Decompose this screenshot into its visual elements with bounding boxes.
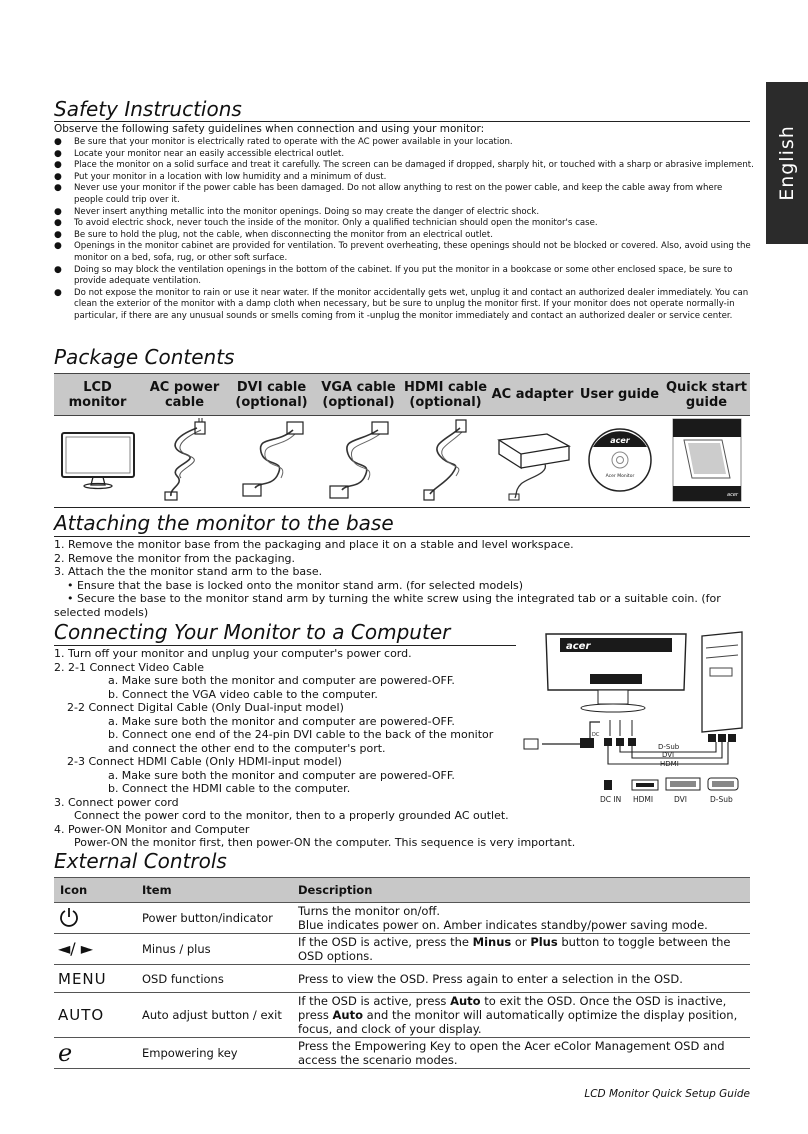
table-row — [54, 934, 750, 965]
menu-icon: MENU — [54, 965, 136, 993]
power-icon — [54, 903, 136, 934]
safety-intro: Observe the following safety guidelines when connection and using your monitor: — [54, 123, 485, 135]
package-header-quick-start: Quick start guide — [666, 379, 747, 410]
table-row — [54, 903, 750, 934]
col-description: Description — [292, 878, 750, 903]
col-item: Item — [136, 878, 292, 903]
connect-step: a. Make sure both the monitor and computer are powered-OFF. — [108, 714, 455, 728]
controls-title: External Controls — [54, 849, 227, 873]
user-guide-cd-image — [576, 414, 663, 506]
safety-title: Safety Instructions — [54, 97, 242, 121]
lcd-monitor-image — [54, 414, 141, 506]
diagram-cable-dvi: DVI — [662, 751, 675, 759]
safety-item: ● Openings in the monitor cabinet are provided for ventilation. To prevent overheating, these openings should not be blocked or covered. Also, avoid using the monitor on a bed, sofa, rug, or other soft surface. — [54, 241, 754, 264]
minus-plus-icon: ◄/ ► — [54, 934, 136, 965]
table-row — [54, 1038, 750, 1069]
package-header-lcd: LCD monitor — [68, 379, 127, 410]
auto-icon: AUTO — [54, 993, 136, 1038]
safety-item: ● Place the monitor on a solid surface and treat it carefully. The screen can be damaged if dropped, sharply hit, or touched with a sharp or abrasive implement. — [54, 160, 754, 172]
ac-adapter-image — [489, 414, 576, 506]
connection-diagram — [520, 628, 752, 810]
package-header-user-guide: User guide — [579, 387, 660, 402]
safety-list — [54, 137, 754, 323]
port-dvi-label: DVI — [674, 795, 687, 804]
safety-item: ● Put your monitor in a location with low humidity and a minimum of dust. — [54, 172, 754, 184]
package-bottom-rule — [54, 507, 750, 508]
footer-title: LCD Monitor Quick Setup Guide — [584, 1088, 750, 1100]
cd-label: Acer Monitor — [605, 474, 634, 479]
hdmi-cable-image — [402, 414, 489, 506]
svg-text:acer: acer — [726, 492, 738, 498]
attach-step: • Ensure that the base is locked onto the monitor stand arm. (for selected models) — [67, 578, 524, 592]
controls-table — [54, 877, 750, 1069]
connect-title: Connecting Your Monitor to a Computer — [54, 620, 451, 644]
item-label: Power button/indicator — [136, 903, 292, 934]
package-header-row — [54, 373, 750, 416]
attach-step: 1. Remove the monitor base from the packaging and place it on a stable and level workspace. — [54, 538, 574, 551]
connect-step: 2-3 Connect HDMI Cable (Only HDMI-input model) — [67, 755, 342, 768]
language-tab — [766, 82, 808, 244]
item-description: Press to view the OSD. Press again to enter a selection in the OSD. — [292, 965, 750, 993]
item-label: Minus / plus — [136, 934, 292, 965]
item-label: OSD functions — [136, 965, 292, 993]
diagram-dc: DC — [592, 732, 600, 738]
safety-item: ● Doing so may block the ventilation openings in the bottom of the cabinet. If you put the monitor in a bookcase or some other enclosed space, be sure to provide adequate ventilation. — [54, 265, 754, 288]
connect-step: 2. 2-1 Connect Video Cable — [54, 660, 204, 674]
package-header-hdmi: HDMI cable (optional) — [403, 379, 488, 410]
safety-item: ● Be sure that your monitor is electrically rated to operate with the AC power available in your location. — [54, 137, 754, 149]
safety-rule — [54, 121, 750, 122]
language-label: English — [776, 125, 798, 201]
item-description: If the OSD is active, press Auto to exit the OSD. Once the OSD is inactive, press Auto and the monitor will automatically optimize the display position, focus, and clock of your display. — [292, 993, 750, 1038]
table-row — [54, 993, 750, 1038]
connect-step: 2-2 Connect Digital Cable (Only Dual-input model) — [67, 701, 344, 714]
attach-step: • Secure the base to the monitor stand arm by turning the white screw using the integrated tab or a suitable coin. (for — [67, 592, 721, 605]
col-icon: Icon — [54, 878, 136, 903]
item-description: If the OSD is active, press the Minus or Plus button to toggle between the OSD options. — [292, 934, 750, 965]
connect-step: 4. Power-ON Monitor and Computer — [54, 822, 250, 836]
package-title: Package Contents — [54, 345, 235, 369]
diagram-cable-dsub: D-Sub — [658, 743, 680, 751]
svg-text:acer: acer — [609, 436, 630, 445]
connect-rule — [54, 645, 516, 646]
dvi-cable-image — [228, 414, 315, 506]
connect-step: a. Make sure both the monitor and computer are powered-OFF. — [108, 768, 455, 782]
package-header-ac-cable: AC power cable — [149, 379, 220, 410]
connect-step: b. Connect one end of the 24-pin DVI cable to the back of the monitor — [108, 728, 494, 741]
safety-item: ● Be sure to hold the plug, not the cable, when disconnecting the monitor from an electrical outlet. — [54, 230, 754, 242]
vga-cable-image — [315, 414, 402, 506]
safety-item: ● Locate your monitor near an easily accessible electrical outlet. — [54, 149, 754, 161]
safety-item: ● To avoid electric shock, never touch the inside of the monitor. Only a qualified technician should open the monitor's case. — [54, 218, 754, 230]
diagram-cable-hdmi: HDMI — [660, 760, 679, 768]
item-label: Auto adjust button / exit — [136, 993, 292, 1038]
port-hdmi-label: HDMI — [633, 795, 654, 804]
ac-power-cable-image — [141, 414, 228, 506]
safety-item: ● Never insert anything metallic into the monitor openings. Doing so may create the danger of electric shock. — [54, 207, 754, 219]
port-dcin-label: DC IN — [600, 795, 622, 804]
attach-title: Attaching the monitor to the base — [54, 511, 394, 535]
controls-header-row — [54, 878, 750, 903]
connect-step: and connect the other end to the computer's port. — [108, 741, 386, 755]
quick-start-guide-image — [663, 414, 750, 506]
connect-step: b. Connect the VGA video cable to the computer. — [108, 687, 378, 701]
connect-step: a. Make sure both the monitor and computer are powered-OFF. — [108, 674, 455, 687]
package-header-vga: VGA cable (optional) — [321, 379, 396, 410]
safety-item: ● Never use your monitor if the power cable has been damaged. Do not allow anything to rest on the power cable, and keep the cable away from where people could trip over it. — [54, 183, 754, 206]
empowering-e-icon: e — [54, 1038, 136, 1069]
attach-step: 2. Remove the monitor from the packaging. — [54, 551, 296, 565]
connect-steps — [54, 647, 575, 850]
attach-step: selected models) — [54, 605, 149, 619]
connect-step: 1. Turn off your monitor and unplug your computer's power cord. — [54, 647, 412, 660]
port-dsub-label: D-Sub — [710, 795, 733, 804]
package-images-row — [54, 414, 750, 506]
connect-step: Connect the power cord to the monitor, then to a properly grounded AC outlet. — [74, 809, 509, 822]
package-header-dvi: DVI cable (optional) — [235, 379, 308, 410]
item-description: Press the Empowering Key to open the Acer eColor Management OSD and access the scenario modes. — [292, 1038, 750, 1069]
item-description: Turns the monitor on/off. Blue indicates power on. Amber indicates standby/power saving mode. — [292, 903, 750, 934]
attach-rule — [54, 536, 750, 537]
connect-step: Power-ON the monitor first, then power-ON the computer. This sequence is very important. — [74, 836, 576, 849]
package-header-adapter: AC adapter — [491, 387, 574, 402]
item-label: Empowering key — [136, 1038, 292, 1069]
attach-step: 3. Attach the the monitor stand arm to the base. — [54, 565, 323, 578]
attach-steps — [54, 538, 721, 619]
connect-step: 3. Connect power cord — [54, 795, 179, 809]
diagram-brand: acer — [566, 641, 591, 652]
safety-item: ● Do not expose the monitor to rain or use it near water. If the monitor accidentally gets wet, unplug it and contact an authorized dealer immediately. You can clean the exterior of the monitor with a damp cloth when necessary, but be sure to unplug the monitor first. If your monitor does not operate normally-in particular, if there are any unusual sounds or smells coming from it -unplug the monitor immediately and contact an authorized dealer or service center. — [54, 288, 754, 323]
table-row — [54, 965, 750, 993]
connect-step: b. Connect the HDMI cable to the computer. — [108, 782, 351, 795]
